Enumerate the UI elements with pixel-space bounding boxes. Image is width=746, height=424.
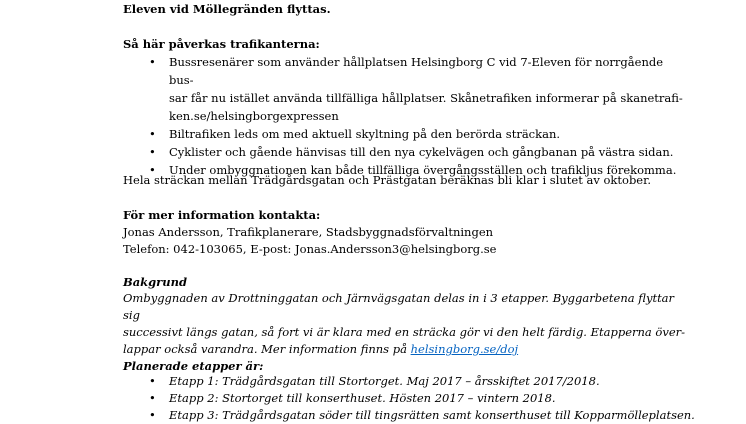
background-line: successivt längs gatan, så fort vi är klara med en sträcka gör vi den helt färdig. Etapperna över- (123, 325, 686, 339)
traffic-item-line: sar får nu istället använda tillfälliga hållplatser. Skånetrafiken informerar på skanetrafi- (169, 91, 683, 105)
stage-text: Etapp 3: Trädgårdsgatan söder till tingsrätten samt konserthuset till Kopparmölleplatsen. (169, 408, 695, 422)
traffic-list (123, 53, 683, 179)
background-link[interactable]: helsingborg.se/doj (410, 342, 519, 356)
traffic-item-line: Bussresenärer som använder hållplatsen Helsingborg C vid 7-Eleven för norrgående bus- (169, 55, 664, 87)
intro-line: Eleven vid Möllegränden flyttas. (123, 2, 331, 16)
stages-heading: Planerade etapper är: (123, 359, 264, 373)
background-text (123, 290, 693, 358)
background-heading: Bakgrund (123, 275, 188, 289)
contact-heading: För mer information kontakta: (123, 208, 321, 222)
contact-name: Jonas Andersson, Trafikplanerare, Stadsbyggnadsförvaltningen (123, 225, 494, 239)
contact-phone: Telefon: 042-103065, E-post: Jonas.Andersson3@helsingborg.se (123, 242, 497, 256)
traffic-item-line: Biltrafiken leds om med aktuell skyltning på den berörda sträckan. (169, 127, 561, 141)
traffic-item-cars (123, 125, 683, 143)
stage-text: Etapp 1: Trädgårdsgatan till Stortorget. Maj 2017 – årsskiftet 2017/2018. (169, 374, 600, 388)
stage-item (123, 407, 723, 424)
traffic-item-cyclists (123, 143, 683, 161)
stage-item (123, 390, 723, 407)
traffic-item-line: Under ombyggnationen kan både tillfälliga övergångsställen och trafikljus förekomma. (169, 163, 677, 177)
background-line: lappar också varandra. Mer information finns på (123, 342, 411, 356)
traffic-item-line: ken.se/helsingborgexpressen (169, 109, 339, 123)
traffic-item-line: Cyklister och gående hänvisas till den nya cykelvägen och gångbanan på västra sidan. (169, 145, 674, 159)
traffic-heading: Så här påverkas trafikanterna: (123, 37, 320, 51)
stage-text: Etapp 2: Stortorget till konserthuset. Hösten 2017 – vintern 2018. (169, 391, 556, 405)
completion-text: Hela sträckan mellan Trädgårdsgatan och Prästgatan beräknas bli klar i slutet av oktober. (123, 173, 651, 187)
background-line: Ombyggnaden av Drottninggatan och Järnvägsgatan delas in i 3 etapper. Byggarbetena flyttar sig (123, 291, 675, 322)
stage-item (123, 373, 723, 390)
traffic-item-buses (123, 53, 683, 125)
stages-list (123, 373, 723, 424)
